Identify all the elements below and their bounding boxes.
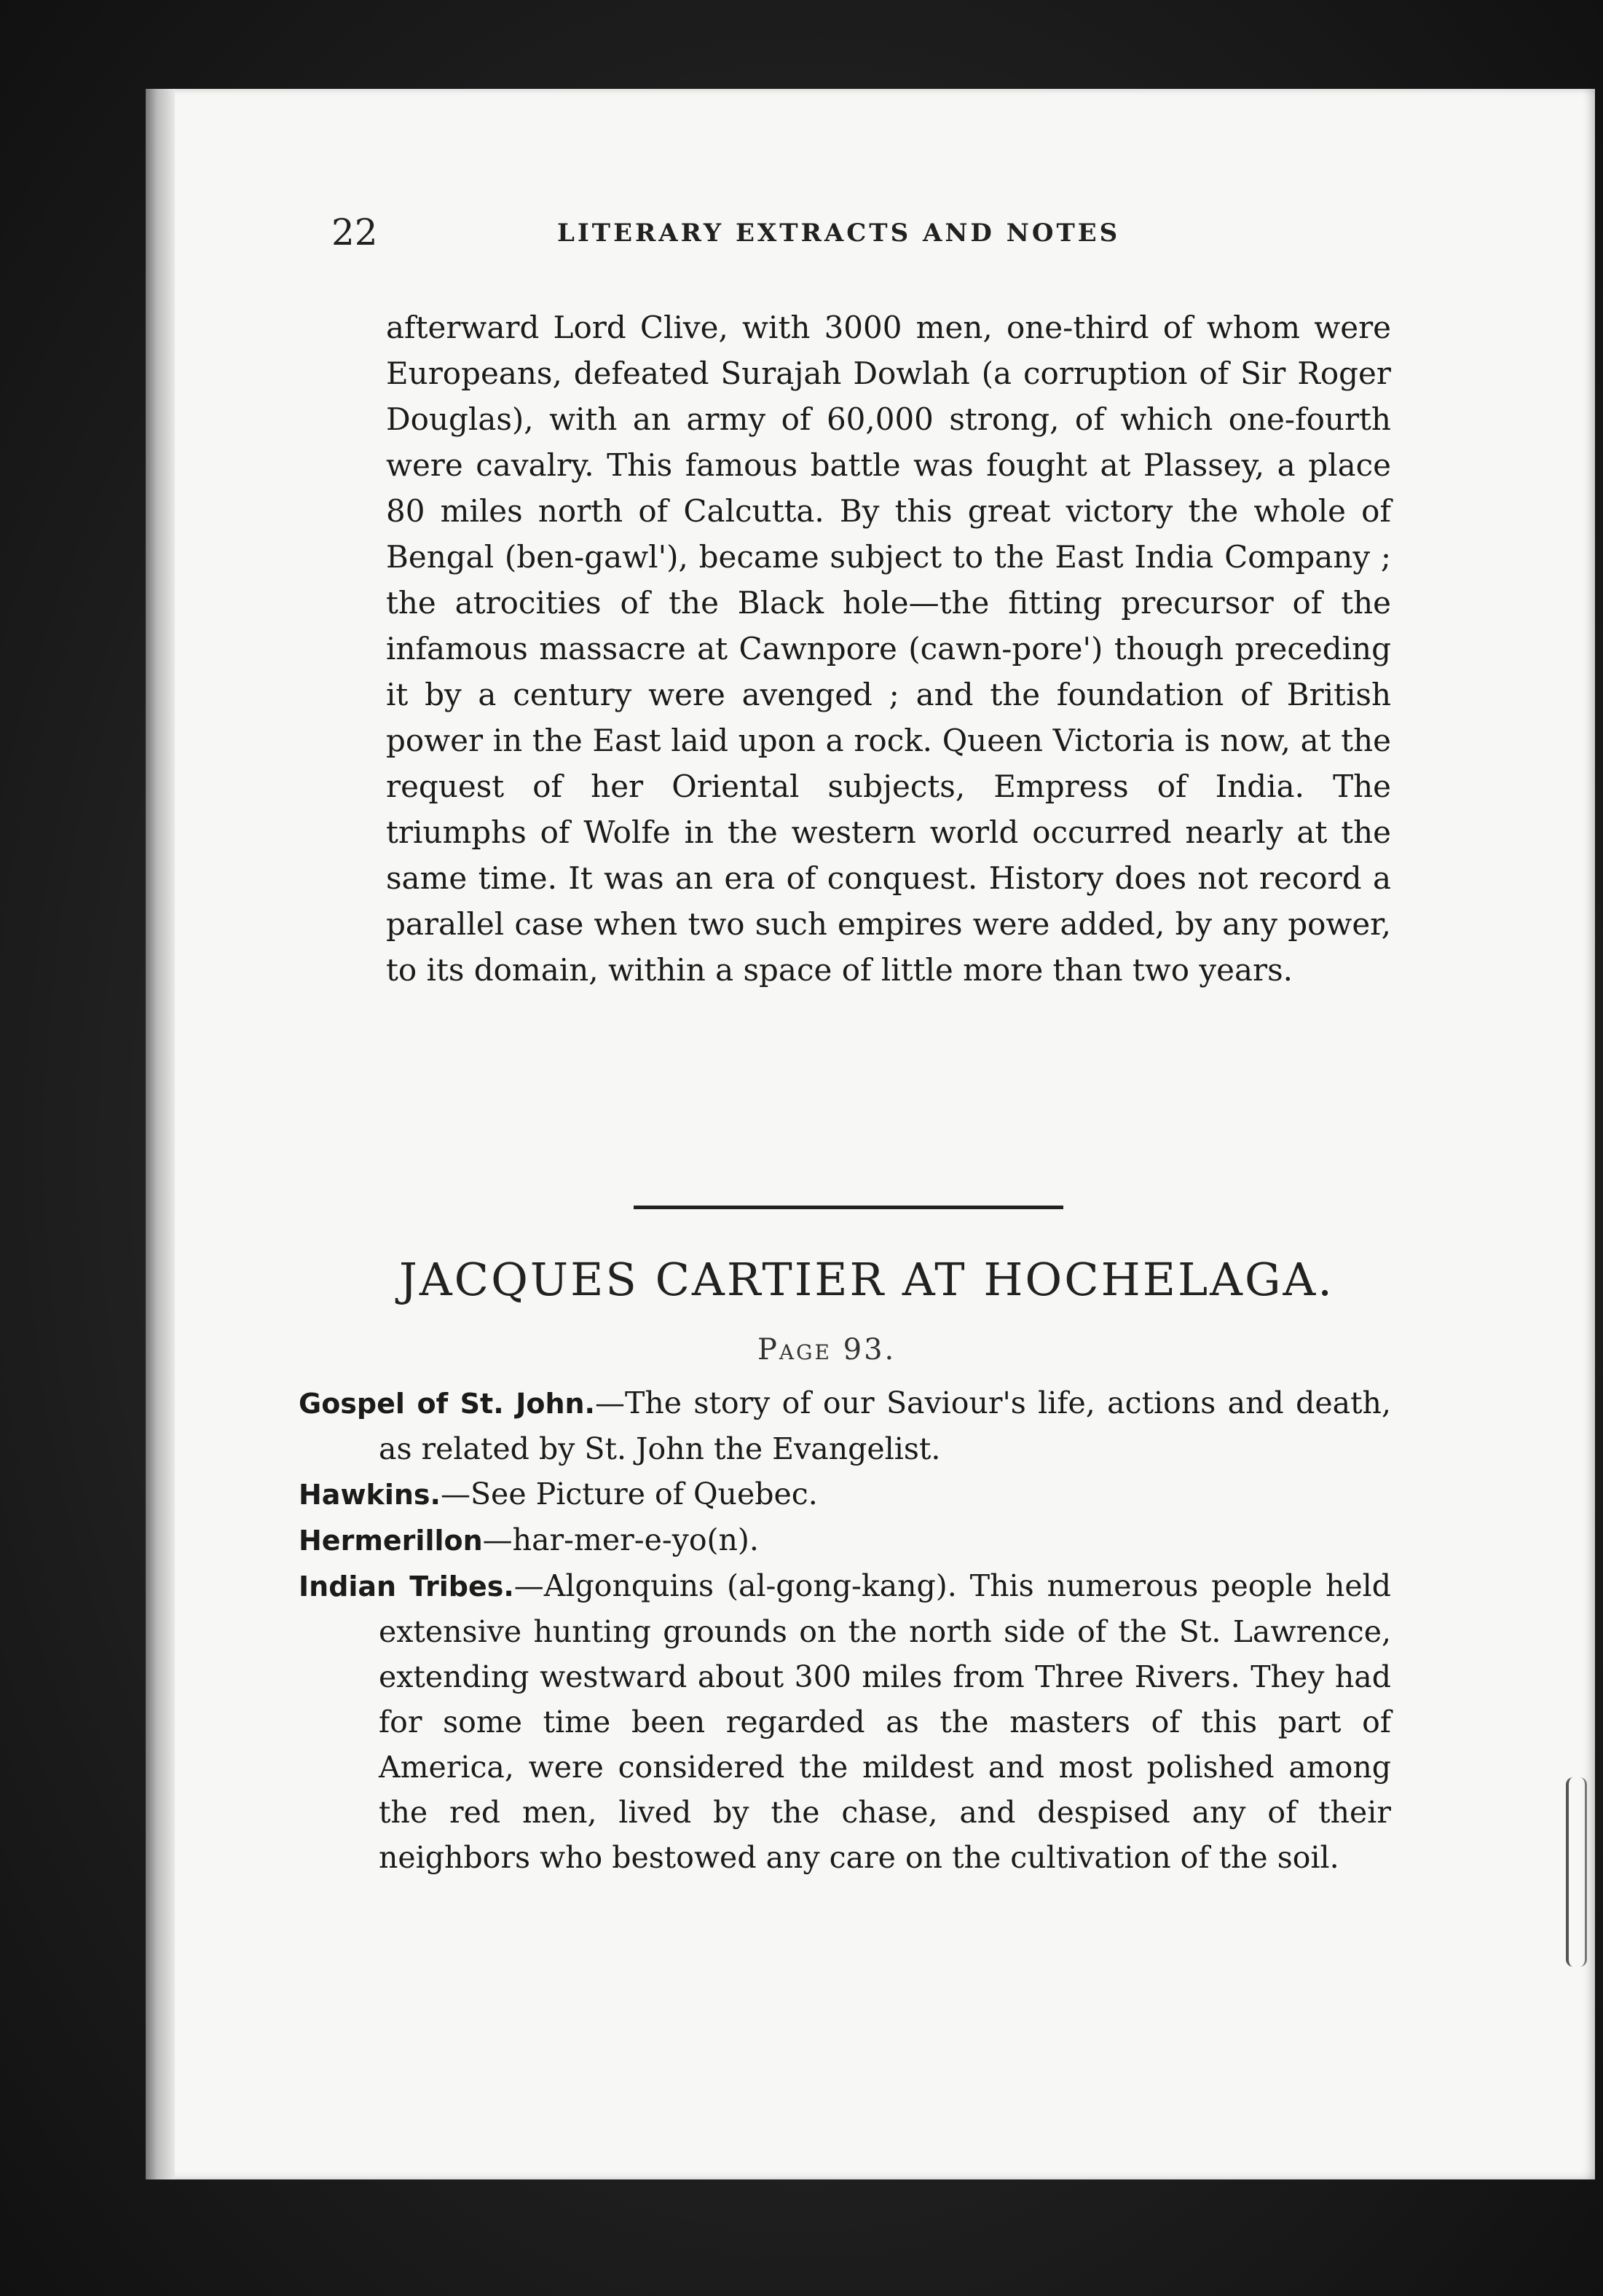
note-hermerillon (299, 1517, 1391, 1563)
note-gospel-of-st-john (299, 1380, 1391, 1471)
note-term: Hermerillon (299, 1525, 483, 1557)
note-indian-tribes (299, 1563, 1391, 1880)
running-head (331, 211, 1438, 262)
section-divider (634, 1206, 1063, 1209)
section-subtitle: Page 93. (757, 1333, 897, 1367)
page-number: 22 (331, 211, 378, 253)
note-text: —Algonquins (al-gong-kang). This numerous people held extensive hunting grounds on the north side of the St. Lawrence, extending westward about 300 miles from Three Rivers. They had for some time been regarded as the masters of this part of America, were considered the mildest and most polished among the red men, lived by the chase, and despised any of their neighbors who bestowed any care on the cultivation of the soil. (379, 1568, 1391, 1875)
note-text: —See Picture of Quebec. (440, 1477, 818, 1511)
section-title: JACQUES CARTIER AT HOCHELAGA. (399, 1253, 1334, 1306)
notes-list (299, 1380, 1391, 1880)
note-term: Hawkins. (299, 1479, 441, 1511)
running-head-title: LITERARY EXTRACTS AND NOTES (557, 219, 1121, 248)
note-text: —The story of our Saviour's life, actions and death, as related by St. John the Evangelist. (379, 1385, 1391, 1466)
note-hawkins (299, 1471, 1391, 1517)
note-term: Indian Tribes. (299, 1570, 514, 1603)
note-text: —har-mer-e-yo(n). (482, 1522, 759, 1557)
page-edge-fold (1566, 1777, 1587, 1967)
body-paragraph: afterward Lord Clive, with 3000 men, one-third of whom were Europeans, defeated Surajah Dowlah (a corruption of Sir Roger Douglas), with an army of 60,000 strong, of which one-fourth were cavalry. This famous battle was fought at Plassey, a place 80 miles north of Calcutta. By this great victory the whole of Bengal (ben-gawl'), became subject to the East India Company ; the atrocities of the Black hole—the fitting precursor of the infamous massacre at Cawnpore (cawn-pore') though preceding it by a century were avenged ; and the foundation of British power in the East laid upon a rock. Queen Victoria is now, at the request of her Oriental subjects, Empress of India. The triumphs of Wolfe in the western world occurred nearly at the same time. It was an era of conquest. History does not record a parallel case when two such empires were added, by any power, to its domain, within a space of little more than two years. (386, 310, 1391, 988)
page-binding-shadow (146, 89, 175, 2179)
note-term: Gospel of St. John. (299, 1388, 595, 1420)
